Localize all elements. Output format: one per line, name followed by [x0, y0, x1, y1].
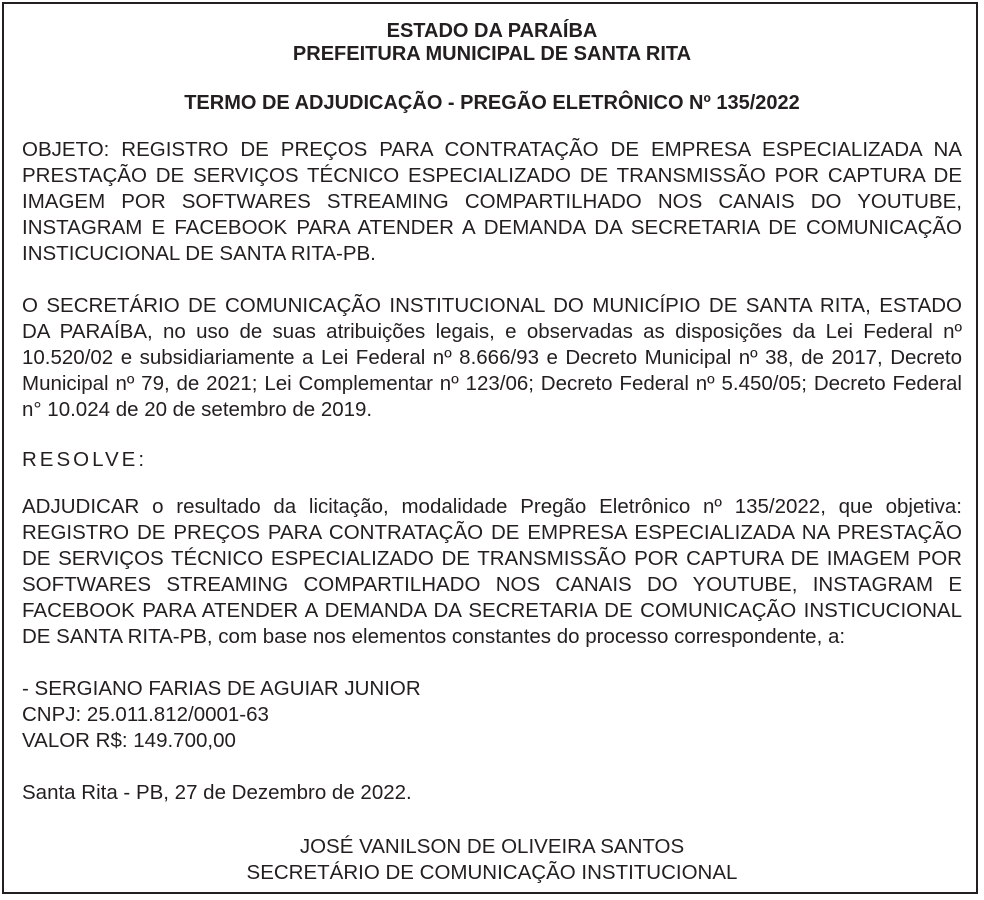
municipality-header: PREFEITURA MUNICIPAL DE SANTA RITA [292, 43, 692, 65]
signature-block [22, 834, 962, 886]
signatory-name: JOSÉ VANILSON DE OLIVEIRA SANTOS [299, 834, 685, 858]
resolve-heading: RESOLVE: [22, 448, 148, 471]
awardee-value: VALOR R$: 149.700,00 [22, 728, 236, 752]
date-line: Santa Rita - PB, 27 de Dezembro de 2022. [22, 780, 412, 804]
state-header: ESTADO DA PARAÍBA [386, 20, 598, 42]
resolve-paragraph: ADJUDICAR o resultado da licitação, modalidade Pregão Eletrônico nº 135/2022, que objetiva: REGISTRO DE PREÇOS PARA CONTRATAÇÃO DE EMPRESA ESPECIALIZADA NA PRESTAÇÃO DE SERVIÇOS TÉCNICO ESPECIALIZADO DE TRANSMISSÃO POR CAPTURA DE IMAGEM POR SOFTWARES STREAMING COMPARTILHADO NOS CANAIS DO YOUTUBE, INSTAGRAM E FACEBOOK PARA ATENDER A DEMANDA DA SECRETARIA DE COMUNICAÇÃO INSTICUCIONAL DE SANTA RITA-PB, com base nos elementos constantes do processo correspondente, a: [22, 494, 962, 648]
signatory-role: SECRETÁRIO DE COMUNICAÇÃO INSTITUCIONAL [246, 860, 738, 884]
awardee-cnpj: CNPJ: 25.011.812/0001-63 [22, 702, 269, 726]
document-title: TERMO DE ADJUDICAÇÃO - PREGÃO ELETRÔNICO Nº 135/2022 [184, 92, 800, 114]
adjudication-notice [22, 20, 962, 886]
objeto-paragraph: OBJETO: REGISTRO DE PREÇOS PARA CONTRATAÇÃO DE EMPRESA ESPECIALIZADA NA PRESTAÇÃO DE SERVIÇOS TÉCNICO ESPECIALIZADO DE TRANSMISSÃO POR CAPTURA DE IMAGEM POR SOFTWARES STREAMING COMPARTILHADO NOS CANAIS DO YOUTUBE, INSTAGRAM E FACEBOOK PARA ATENDER A DEMANDA DA SECRETARIA DE COMUNICAÇÃO INSTICUCIONAL DE SANTA RITA-PB. [22, 138, 962, 265]
awardee-name: - SERGIANO FARIAS DE AGUIAR JUNIOR [22, 676, 421, 700]
awardee-block [22, 676, 962, 754]
secretario-paragraph: O SECRETÁRIO DE COMUNICAÇÃO INSTITUCIONAL DO MUNICÍPIO DE SANTA RITA, ESTADO DA PARAÍBA, no uso de suas atribuições legais, e observadas as disposições da Lei Federal nº 10.520/02 e subsidiariamente a Lei Federal nº 8.666/93 e Decreto Municipal nº 38, de 2017, Decreto Municipal nº 79, de 2021; Lei Complementar nº 123/06; Decreto Federal nº 5.450/05; Decreto Federal n° 10.024 de 20 de setembro de 2019. [22, 294, 962, 421]
